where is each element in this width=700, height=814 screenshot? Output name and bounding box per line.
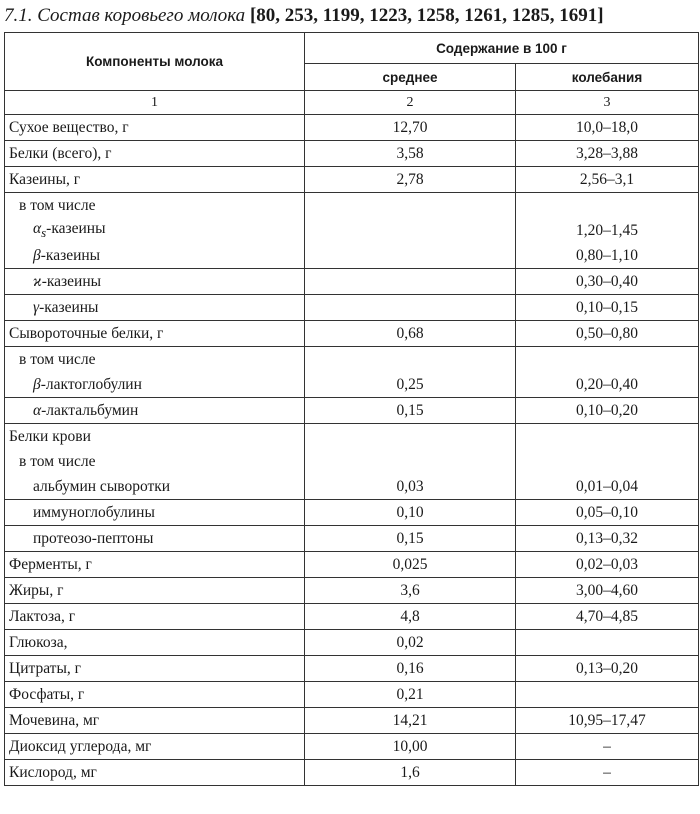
component-name (5, 115, 305, 141)
range-value: 0,01–0,04 (516, 474, 699, 500)
component-label: Диоксид углерода, мг (9, 737, 152, 755)
greek-prefix: γ (33, 298, 40, 316)
range-value: 0,13–0,32 (516, 526, 699, 552)
component-label: -казеины (40, 246, 101, 264)
caption-number: 7.1. (4, 5, 33, 26)
table-row (5, 760, 699, 786)
greek-prefix: α (33, 401, 42, 419)
range-value (516, 347, 699, 373)
component-name (5, 141, 305, 167)
table-row (5, 218, 699, 243)
mean-value: 0,02 (305, 630, 516, 656)
table-row (5, 630, 699, 656)
range-value: 0,10–0,20 (516, 398, 699, 424)
table-caption (4, 2, 698, 30)
component-label: в том числе (19, 350, 96, 368)
header-mean: среднее (305, 64, 516, 91)
mean-value (305, 449, 516, 474)
range-value: 0,13–0,20 (516, 656, 699, 682)
table-row (5, 295, 699, 321)
table-row (5, 167, 699, 193)
mean-value: 0,03 (305, 474, 516, 500)
mean-value (305, 424, 516, 450)
mean-value: 0,21 (305, 682, 516, 708)
mean-value: 3,6 (305, 578, 516, 604)
component-label: в том числе (19, 196, 96, 214)
mean-value: 10,00 (305, 734, 516, 760)
table-row (5, 526, 699, 552)
range-value: 0,30–0,40 (516, 269, 699, 295)
component-label: Сухое вещество, г (9, 118, 129, 136)
range-value: – (516, 760, 699, 786)
table-row (5, 734, 699, 760)
greek-prefix: β (33, 246, 41, 264)
mean-value: 14,21 (305, 708, 516, 734)
component-name (5, 424, 305, 450)
range-value: 0,80–1,10 (516, 243, 699, 269)
table-row (5, 193, 699, 219)
component-label: Мочевина, мг (9, 711, 100, 729)
header-components: Компоненты молока (5, 33, 305, 91)
component-name (5, 243, 305, 269)
component-label: Белки (всего), г (9, 144, 112, 162)
range-value: 0,20–0,40 (516, 372, 699, 398)
mean-value (305, 269, 516, 295)
component-name (5, 630, 305, 656)
table-row (5, 321, 699, 347)
mean-value: 12,70 (305, 115, 516, 141)
range-value: 0,05–0,10 (516, 500, 699, 526)
table-row (5, 578, 699, 604)
mean-value: 2,78 (305, 167, 516, 193)
component-label: в том числе (19, 452, 96, 470)
range-value: 3,00–4,60 (516, 578, 699, 604)
greek-prefix: β (33, 375, 41, 393)
component-label: Кислород, мг (9, 763, 97, 781)
caption-references: [80, 253, 1199, 1223, 1258, 1261, 1285, 1691] (249, 5, 604, 26)
component-name (5, 656, 305, 682)
table-row (5, 682, 699, 708)
table-row (5, 656, 699, 682)
column-number: 2 (305, 91, 516, 115)
range-value: 10,95–17,47 (516, 708, 699, 734)
table-row (5, 347, 699, 373)
greek-prefix: ϰ (33, 272, 42, 290)
mean-value (305, 243, 516, 269)
component-name (5, 760, 305, 786)
greek-prefix: α (33, 219, 42, 237)
component-name (5, 526, 305, 552)
component-name (5, 474, 305, 500)
mean-value: 0,25 (305, 372, 516, 398)
mean-value: 4,8 (305, 604, 516, 630)
range-value (516, 682, 699, 708)
table-row (5, 449, 699, 474)
mean-value: 0,025 (305, 552, 516, 578)
table-row (5, 141, 699, 167)
component-name (5, 734, 305, 760)
component-label: -лактоглобулин (40, 375, 142, 393)
range-value: 4,70–4,85 (516, 604, 699, 630)
component-name (5, 604, 305, 630)
table-row (5, 708, 699, 734)
range-value: 3,28–3,88 (516, 141, 699, 167)
component-label: Жиры, г (9, 581, 64, 599)
mean-value: 0,16 (305, 656, 516, 682)
mean-value: 3,58 (305, 141, 516, 167)
table-row (5, 115, 699, 141)
range-value: 1,20–1,45 (516, 218, 699, 243)
component-label: Лактоза, г (9, 607, 76, 625)
component-label: Сывороточные белки, г (9, 324, 164, 342)
table-row (5, 424, 699, 450)
component-label: Цитраты, г (9, 659, 81, 677)
greek-subscript: s (41, 225, 47, 241)
component-name (5, 321, 305, 347)
range-value: 10,0–18,0 (516, 115, 699, 141)
component-name (5, 708, 305, 734)
range-value: 2,56–3,1 (516, 167, 699, 193)
range-value (516, 449, 699, 474)
header-content-per-100g: Содержание в 100 г (305, 33, 699, 64)
component-name (5, 552, 305, 578)
mean-value (305, 218, 516, 243)
component-label: протеозо-пептоны (33, 529, 154, 547)
table-body (5, 115, 699, 786)
component-label: -казеины (41, 272, 102, 290)
component-name (5, 682, 305, 708)
component-name (5, 167, 305, 193)
component-label: альбумин сыворотки (33, 477, 171, 495)
component-name (5, 500, 305, 526)
table-row (5, 552, 699, 578)
component-label: -лактальбумин (41, 401, 139, 419)
range-value: 0,10–0,15 (516, 295, 699, 321)
column-number: 1 (5, 91, 305, 115)
mean-value (305, 347, 516, 373)
milk-composition-table (4, 32, 699, 786)
component-label: Ферменты, г (9, 555, 92, 573)
range-value: 0,02–0,03 (516, 552, 699, 578)
range-value (516, 630, 699, 656)
component-name (5, 449, 305, 474)
table-row (5, 604, 699, 630)
component-name (5, 218, 305, 243)
mean-value: 0,68 (305, 321, 516, 347)
component-name (5, 372, 305, 398)
range-value: – (516, 734, 699, 760)
table-row (5, 372, 699, 398)
table-row (5, 398, 699, 424)
component-label: иммуноглобулины (33, 503, 155, 521)
caption-title: Состав коровьего молока (37, 5, 246, 26)
component-label: Белки крови (9, 427, 91, 445)
component-label: -казеины (39, 298, 99, 316)
component-label: Глюкоза, (9, 633, 68, 651)
table-row (5, 474, 699, 500)
component-name (5, 398, 305, 424)
component-name (5, 578, 305, 604)
table-row (5, 269, 699, 295)
component-name (5, 347, 305, 373)
header-range: колебания (516, 64, 699, 91)
column-number: 3 (516, 91, 699, 115)
mean-value (305, 193, 516, 219)
range-value (516, 193, 699, 219)
component-label: Фосфаты, г (9, 685, 85, 703)
component-label: -казеины (46, 219, 106, 237)
component-name (5, 269, 305, 295)
table-row (5, 243, 699, 269)
mean-value: 1,6 (305, 760, 516, 786)
component-label: Казеины, г (9, 170, 81, 188)
mean-value: 0,15 (305, 526, 516, 552)
component-name (5, 193, 305, 219)
component-name (5, 295, 305, 321)
range-value (516, 424, 699, 450)
table-row (5, 500, 699, 526)
mean-value: 0,15 (305, 398, 516, 424)
range-value: 0,50–0,80 (516, 321, 699, 347)
mean-value (305, 295, 516, 321)
mean-value: 0,10 (305, 500, 516, 526)
